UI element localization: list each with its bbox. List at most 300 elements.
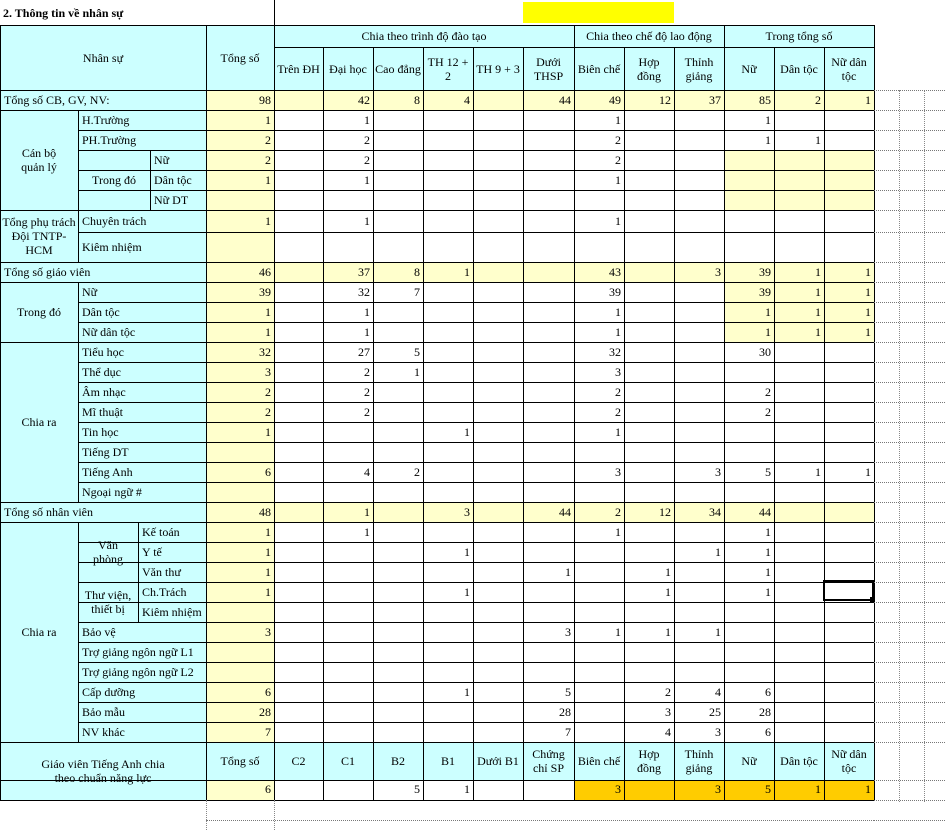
data-cell[interactable] bbox=[774, 542, 824, 562]
data-cell[interactable] bbox=[274, 642, 323, 662]
data-cell[interactable] bbox=[373, 322, 423, 342]
english-data-cell[interactable]: 3 bbox=[715, 782, 721, 796]
data-cell[interactable] bbox=[473, 442, 523, 462]
data-cell[interactable] bbox=[724, 170, 774, 190]
data-cell[interactable] bbox=[724, 210, 774, 232]
data-cell[interactable] bbox=[473, 642, 523, 662]
data-cell[interactable]: 1 bbox=[464, 685, 470, 699]
english-data-cell[interactable] bbox=[323, 780, 373, 800]
data-cell[interactable] bbox=[774, 382, 824, 402]
data-cell[interactable] bbox=[674, 582, 724, 602]
data-cell[interactable] bbox=[824, 190, 874, 210]
data-cell[interactable] bbox=[624, 190, 674, 210]
data-cell[interactable] bbox=[624, 662, 674, 682]
data-cell[interactable]: 37 bbox=[358, 265, 370, 279]
data-cell[interactable] bbox=[274, 322, 323, 342]
data-cell[interactable] bbox=[473, 682, 523, 702]
data-cell[interactable] bbox=[523, 302, 574, 322]
data-cell[interactable]: 98 bbox=[259, 93, 271, 107]
data-cell[interactable] bbox=[373, 542, 423, 562]
data-cell[interactable] bbox=[774, 210, 824, 232]
english-data-cell[interactable]: 5 bbox=[765, 782, 771, 796]
data-cell[interactable] bbox=[574, 662, 624, 682]
fill-handle[interactable] bbox=[870, 597, 875, 602]
data-cell[interactable]: 1 bbox=[265, 425, 271, 439]
data-cell[interactable] bbox=[473, 622, 523, 642]
data-cell[interactable] bbox=[674, 342, 724, 362]
data-cell[interactable]: 1 bbox=[265, 173, 271, 187]
data-cell[interactable] bbox=[674, 662, 724, 682]
data-cell[interactable] bbox=[473, 322, 523, 342]
data-cell[interactable] bbox=[423, 402, 473, 422]
data-cell[interactable] bbox=[274, 130, 323, 150]
data-cell[interactable] bbox=[473, 210, 523, 232]
data-cell[interactable] bbox=[774, 502, 824, 522]
data-cell[interactable] bbox=[574, 232, 624, 262]
data-cell[interactable] bbox=[523, 170, 574, 190]
data-cell[interactable] bbox=[274, 542, 323, 562]
data-cell[interactable] bbox=[574, 602, 624, 622]
data-cell[interactable] bbox=[523, 342, 574, 362]
data-cell[interactable] bbox=[624, 482, 674, 502]
data-cell[interactable] bbox=[824, 642, 874, 662]
data-cell[interactable] bbox=[824, 702, 874, 722]
english-data-cell[interactable]: 3 bbox=[615, 782, 621, 796]
data-cell[interactable] bbox=[373, 442, 423, 462]
data-cell[interactable] bbox=[523, 382, 574, 402]
data-cell[interactable] bbox=[523, 110, 574, 130]
english-data-cell[interactable] bbox=[523, 780, 574, 800]
data-cell[interactable]: 2 bbox=[364, 133, 370, 147]
data-cell[interactable] bbox=[274, 722, 323, 742]
data-cell[interactable] bbox=[824, 232, 874, 262]
data-cell[interactable] bbox=[774, 170, 824, 190]
data-cell[interactable] bbox=[473, 342, 523, 362]
data-cell[interactable]: 34 bbox=[709, 505, 721, 519]
data-cell[interactable]: 1 bbox=[265, 585, 271, 599]
data-cell[interactable] bbox=[523, 402, 574, 422]
data-cell[interactable]: 48 bbox=[259, 505, 271, 519]
data-cell[interactable] bbox=[423, 662, 473, 682]
data-cell[interactable] bbox=[373, 562, 423, 582]
data-cell[interactable] bbox=[624, 210, 674, 232]
data-cell[interactable] bbox=[206, 642, 274, 662]
data-cell[interactable] bbox=[674, 282, 724, 302]
data-cell[interactable] bbox=[674, 522, 724, 542]
data-cell[interactable] bbox=[724, 232, 774, 262]
data-cell[interactable] bbox=[574, 542, 624, 562]
data-cell[interactable] bbox=[423, 342, 473, 362]
data-cell[interactable] bbox=[523, 642, 574, 662]
data-cell[interactable] bbox=[624, 522, 674, 542]
data-cell[interactable] bbox=[824, 110, 874, 130]
data-cell[interactable]: 1 bbox=[815, 305, 821, 319]
data-cell[interactable]: 28 bbox=[559, 705, 571, 719]
data-cell[interactable] bbox=[824, 422, 874, 442]
data-cell[interactable] bbox=[674, 422, 724, 442]
data-cell[interactable] bbox=[724, 362, 774, 382]
data-cell[interactable] bbox=[473, 232, 523, 262]
data-cell[interactable] bbox=[523, 362, 574, 382]
data-cell[interactable]: 2 bbox=[615, 405, 621, 419]
data-cell[interactable] bbox=[423, 722, 473, 742]
data-cell[interactable]: 1 bbox=[615, 325, 621, 339]
data-cell[interactable]: 1 bbox=[265, 305, 271, 319]
data-cell[interactable] bbox=[574, 190, 624, 210]
data-cell[interactable] bbox=[323, 702, 373, 722]
data-cell[interactable]: 1 bbox=[765, 525, 771, 539]
data-cell[interactable]: 3 bbox=[665, 705, 671, 719]
data-cell[interactable] bbox=[473, 402, 523, 422]
data-cell[interactable] bbox=[373, 582, 423, 602]
data-cell[interactable] bbox=[574, 442, 624, 462]
data-cell[interactable]: 25 bbox=[709, 705, 721, 719]
data-cell[interactable] bbox=[423, 602, 473, 622]
data-cell[interactable]: 1 bbox=[615, 525, 621, 539]
data-cell[interactable] bbox=[423, 562, 473, 582]
data-cell[interactable]: 1 bbox=[865, 265, 871, 279]
data-cell[interactable]: 1 bbox=[364, 525, 370, 539]
data-cell[interactable]: 2 bbox=[364, 385, 370, 399]
data-cell[interactable] bbox=[574, 562, 624, 582]
data-cell[interactable] bbox=[523, 232, 574, 262]
data-cell[interactable]: 1 bbox=[615, 214, 621, 228]
data-cell[interactable]: 44 bbox=[559, 505, 571, 519]
data-cell[interactable] bbox=[574, 682, 624, 702]
data-cell[interactable]: 3 bbox=[565, 625, 571, 639]
data-cell[interactable] bbox=[206, 662, 274, 682]
data-cell[interactable] bbox=[824, 210, 874, 232]
data-cell[interactable] bbox=[274, 402, 323, 422]
data-cell[interactable] bbox=[774, 642, 824, 662]
data-cell[interactable]: 2 bbox=[615, 133, 621, 147]
data-cell[interactable] bbox=[473, 302, 523, 322]
data-cell[interactable] bbox=[373, 232, 423, 262]
data-cell[interactable] bbox=[473, 482, 523, 502]
data-cell[interactable]: 1 bbox=[565, 565, 571, 579]
data-cell[interactable] bbox=[323, 602, 373, 622]
data-cell[interactable] bbox=[574, 582, 624, 602]
data-cell[interactable] bbox=[274, 382, 323, 402]
data-cell[interactable] bbox=[624, 282, 674, 302]
data-cell[interactable] bbox=[373, 422, 423, 442]
data-cell[interactable] bbox=[274, 90, 323, 110]
data-cell[interactable] bbox=[624, 150, 674, 170]
data-cell[interactable]: 1 bbox=[665, 625, 671, 639]
data-cell[interactable] bbox=[624, 362, 674, 382]
data-cell[interactable]: 3 bbox=[715, 725, 721, 739]
data-cell[interactable] bbox=[423, 362, 473, 382]
data-cell[interactable] bbox=[323, 682, 373, 702]
data-cell[interactable] bbox=[724, 622, 774, 642]
data-cell[interactable] bbox=[724, 442, 774, 462]
data-cell[interactable] bbox=[274, 190, 323, 210]
data-cell[interactable] bbox=[624, 322, 674, 342]
data-cell[interactable] bbox=[473, 110, 523, 130]
data-cell[interactable]: 3 bbox=[615, 365, 621, 379]
data-cell[interactable]: 27 bbox=[358, 345, 370, 359]
data-cell[interactable] bbox=[473, 362, 523, 382]
data-cell[interactable]: 2 bbox=[265, 385, 271, 399]
data-cell[interactable] bbox=[824, 562, 874, 582]
data-cell[interactable]: 1 bbox=[815, 265, 821, 279]
data-cell[interactable] bbox=[774, 342, 824, 362]
data-cell[interactable] bbox=[423, 150, 473, 170]
data-cell[interactable] bbox=[423, 462, 473, 482]
data-cell[interactable] bbox=[624, 110, 674, 130]
data-cell[interactable] bbox=[824, 482, 874, 502]
data-cell[interactable] bbox=[473, 722, 523, 742]
data-cell[interactable] bbox=[674, 562, 724, 582]
data-cell[interactable] bbox=[423, 382, 473, 402]
data-cell[interactable] bbox=[274, 582, 323, 602]
data-cell[interactable]: 6 bbox=[765, 685, 771, 699]
data-cell[interactable] bbox=[274, 362, 323, 382]
data-cell[interactable] bbox=[423, 482, 473, 502]
data-cell[interactable] bbox=[473, 502, 523, 522]
data-cell[interactable] bbox=[824, 402, 874, 422]
data-cell[interactable] bbox=[523, 422, 574, 442]
data-cell[interactable] bbox=[473, 702, 523, 722]
data-cell[interactable] bbox=[323, 642, 373, 662]
data-cell[interactable] bbox=[473, 662, 523, 682]
data-cell[interactable]: 1 bbox=[665, 565, 671, 579]
data-cell[interactable]: 3 bbox=[265, 365, 271, 379]
data-cell[interactable] bbox=[824, 722, 874, 742]
data-cell[interactable] bbox=[323, 482, 373, 502]
data-cell[interactable] bbox=[624, 422, 674, 442]
data-cell[interactable] bbox=[824, 150, 874, 170]
data-cell[interactable] bbox=[624, 462, 674, 482]
data-cell[interactable] bbox=[523, 462, 574, 482]
data-cell[interactable] bbox=[373, 382, 423, 402]
data-cell[interactable] bbox=[523, 442, 574, 462]
data-cell[interactable] bbox=[274, 150, 323, 170]
data-cell[interactable]: 1 bbox=[865, 325, 871, 339]
data-cell[interactable] bbox=[824, 442, 874, 462]
data-cell[interactable] bbox=[373, 622, 423, 642]
data-cell[interactable]: 28 bbox=[259, 705, 271, 719]
highlighted-header-cell[interactable] bbox=[523, 2, 674, 23]
english-data-cell[interactable] bbox=[624, 780, 674, 800]
data-cell[interactable] bbox=[274, 622, 323, 642]
data-cell[interactable] bbox=[674, 150, 724, 170]
data-cell[interactable]: 2 bbox=[815, 93, 821, 107]
data-cell[interactable] bbox=[774, 402, 824, 422]
data-cell[interactable]: 1 bbox=[865, 285, 871, 299]
data-cell[interactable] bbox=[574, 642, 624, 662]
data-cell[interactable]: 32 bbox=[358, 285, 370, 299]
data-cell[interactable]: 7 bbox=[414, 285, 420, 299]
data-cell[interactable] bbox=[624, 402, 674, 422]
data-cell[interactable]: 1 bbox=[715, 545, 721, 559]
data-cell[interactable]: 1 bbox=[615, 625, 621, 639]
data-cell[interactable] bbox=[206, 190, 274, 210]
data-cell[interactable]: 5 bbox=[565, 685, 571, 699]
data-cell[interactable] bbox=[373, 150, 423, 170]
data-cell[interactable] bbox=[674, 362, 724, 382]
data-cell[interactable] bbox=[574, 482, 624, 502]
data-cell[interactable] bbox=[423, 232, 473, 262]
data-cell[interactable] bbox=[274, 602, 323, 622]
data-cell[interactable]: 2 bbox=[765, 385, 771, 399]
data-cell[interactable] bbox=[274, 502, 323, 522]
data-cell[interactable] bbox=[624, 382, 674, 402]
data-cell[interactable] bbox=[423, 522, 473, 542]
english-data-cell[interactable]: 1 bbox=[464, 782, 470, 796]
data-cell[interactable] bbox=[774, 232, 824, 262]
data-cell[interactable] bbox=[323, 542, 373, 562]
data-cell[interactable]: 1 bbox=[865, 465, 871, 479]
data-cell[interactable] bbox=[373, 110, 423, 130]
data-cell[interactable] bbox=[423, 622, 473, 642]
data-cell[interactable]: 3 bbox=[615, 465, 621, 479]
data-cell[interactable] bbox=[373, 722, 423, 742]
data-cell[interactable] bbox=[824, 522, 874, 542]
data-cell[interactable] bbox=[774, 422, 824, 442]
data-cell[interactable]: 1 bbox=[414, 365, 420, 379]
data-cell[interactable] bbox=[674, 642, 724, 662]
data-cell[interactable]: 12 bbox=[659, 505, 671, 519]
data-cell[interactable] bbox=[523, 522, 574, 542]
data-cell[interactable] bbox=[774, 602, 824, 622]
data-cell[interactable] bbox=[373, 402, 423, 422]
data-cell[interactable] bbox=[824, 662, 874, 682]
data-cell[interactable]: 1 bbox=[615, 113, 621, 127]
data-cell[interactable]: 1 bbox=[765, 545, 771, 559]
data-cell[interactable] bbox=[274, 302, 323, 322]
data-cell[interactable] bbox=[824, 170, 874, 190]
data-cell[interactable] bbox=[323, 422, 373, 442]
data-cell[interactable] bbox=[624, 642, 674, 662]
data-cell[interactable]: 37 bbox=[709, 93, 721, 107]
data-cell[interactable]: 43 bbox=[609, 265, 621, 279]
data-cell[interactable] bbox=[674, 382, 724, 402]
data-cell[interactable]: 1 bbox=[464, 585, 470, 599]
data-cell[interactable]: 1 bbox=[464, 545, 470, 559]
english-data-cell[interactable] bbox=[274, 780, 323, 800]
data-cell[interactable] bbox=[824, 342, 874, 362]
data-cell[interactable]: 1 bbox=[364, 173, 370, 187]
data-cell[interactable] bbox=[724, 482, 774, 502]
data-cell[interactable]: 5 bbox=[765, 465, 771, 479]
selected-cell[interactable] bbox=[823, 580, 874, 601]
data-cell[interactable] bbox=[274, 110, 323, 130]
data-cell[interactable] bbox=[373, 662, 423, 682]
data-cell[interactable] bbox=[274, 262, 323, 282]
data-cell[interactable] bbox=[774, 622, 824, 642]
data-cell[interactable]: 1 bbox=[265, 325, 271, 339]
data-cell[interactable] bbox=[774, 362, 824, 382]
data-cell[interactable] bbox=[323, 662, 373, 682]
data-cell[interactable]: 39 bbox=[759, 285, 771, 299]
data-cell[interactable] bbox=[473, 282, 523, 302]
data-cell[interactable] bbox=[824, 682, 874, 702]
data-cell[interactable] bbox=[774, 190, 824, 210]
data-cell[interactable] bbox=[323, 442, 373, 462]
data-cell[interactable]: 1 bbox=[665, 585, 671, 599]
data-cell[interactable]: 4 bbox=[364, 465, 370, 479]
data-cell[interactable]: 1 bbox=[464, 425, 470, 439]
data-cell[interactable]: 1 bbox=[815, 133, 821, 147]
data-cell[interactable] bbox=[774, 682, 824, 702]
data-cell[interactable] bbox=[323, 562, 373, 582]
data-cell[interactable]: 32 bbox=[609, 345, 621, 359]
data-cell[interactable] bbox=[473, 602, 523, 622]
data-cell[interactable] bbox=[274, 210, 323, 232]
data-cell[interactable] bbox=[373, 190, 423, 210]
data-cell[interactable] bbox=[423, 702, 473, 722]
data-cell[interactable] bbox=[624, 442, 674, 462]
data-cell[interactable]: 44 bbox=[559, 93, 571, 107]
data-cell[interactable] bbox=[473, 522, 523, 542]
data-cell[interactable] bbox=[824, 542, 874, 562]
data-cell[interactable] bbox=[423, 302, 473, 322]
data-cell[interactable] bbox=[373, 210, 423, 232]
data-cell[interactable]: 2 bbox=[364, 153, 370, 167]
data-cell[interactable] bbox=[674, 110, 724, 130]
data-cell[interactable] bbox=[624, 302, 674, 322]
data-cell[interactable] bbox=[523, 130, 574, 150]
data-cell[interactable]: 1 bbox=[765, 113, 771, 127]
data-cell[interactable]: 5 bbox=[414, 345, 420, 359]
data-cell[interactable] bbox=[274, 422, 323, 442]
data-cell[interactable] bbox=[574, 722, 624, 742]
data-cell[interactable] bbox=[774, 482, 824, 502]
data-cell[interactable] bbox=[423, 190, 473, 210]
data-cell[interactable] bbox=[373, 702, 423, 722]
data-cell[interactable] bbox=[423, 130, 473, 150]
data-cell[interactable]: 44 bbox=[759, 505, 771, 519]
data-cell[interactable]: 1 bbox=[265, 565, 271, 579]
data-cell[interactable]: 2 bbox=[765, 405, 771, 419]
data-cell[interactable]: 4 bbox=[665, 725, 671, 739]
data-cell[interactable] bbox=[523, 542, 574, 562]
data-cell[interactable]: 1 bbox=[464, 265, 470, 279]
data-cell[interactable] bbox=[373, 130, 423, 150]
data-cell[interactable] bbox=[373, 482, 423, 502]
data-cell[interactable] bbox=[624, 262, 674, 282]
data-cell[interactable]: 1 bbox=[815, 325, 821, 339]
data-cell[interactable] bbox=[423, 322, 473, 342]
data-cell[interactable]: 46 bbox=[259, 265, 271, 279]
data-cell[interactable]: 42 bbox=[358, 93, 370, 107]
data-cell[interactable] bbox=[473, 562, 523, 582]
data-cell[interactable] bbox=[674, 442, 724, 462]
data-cell[interactable] bbox=[724, 422, 774, 442]
data-cell[interactable] bbox=[206, 232, 274, 262]
data-cell[interactable]: 4 bbox=[464, 93, 470, 107]
data-cell[interactable]: 1 bbox=[364, 214, 370, 228]
data-cell[interactable] bbox=[523, 150, 574, 170]
data-cell[interactable] bbox=[824, 622, 874, 642]
data-cell[interactable] bbox=[624, 130, 674, 150]
data-cell[interactable]: 1 bbox=[364, 325, 370, 339]
data-cell[interactable]: 1 bbox=[364, 113, 370, 127]
data-cell[interactable] bbox=[423, 170, 473, 190]
data-cell[interactable]: 1 bbox=[265, 113, 271, 127]
data-cell[interactable]: 6 bbox=[265, 465, 271, 479]
data-cell[interactable]: 2 bbox=[265, 153, 271, 167]
data-cell[interactable] bbox=[473, 422, 523, 442]
data-cell[interactable] bbox=[323, 232, 373, 262]
data-cell[interactable] bbox=[774, 522, 824, 542]
data-cell[interactable]: 39 bbox=[759, 265, 771, 279]
data-cell[interactable] bbox=[473, 170, 523, 190]
data-cell[interactable] bbox=[274, 702, 323, 722]
data-cell[interactable] bbox=[373, 602, 423, 622]
data-cell[interactable] bbox=[323, 622, 373, 642]
